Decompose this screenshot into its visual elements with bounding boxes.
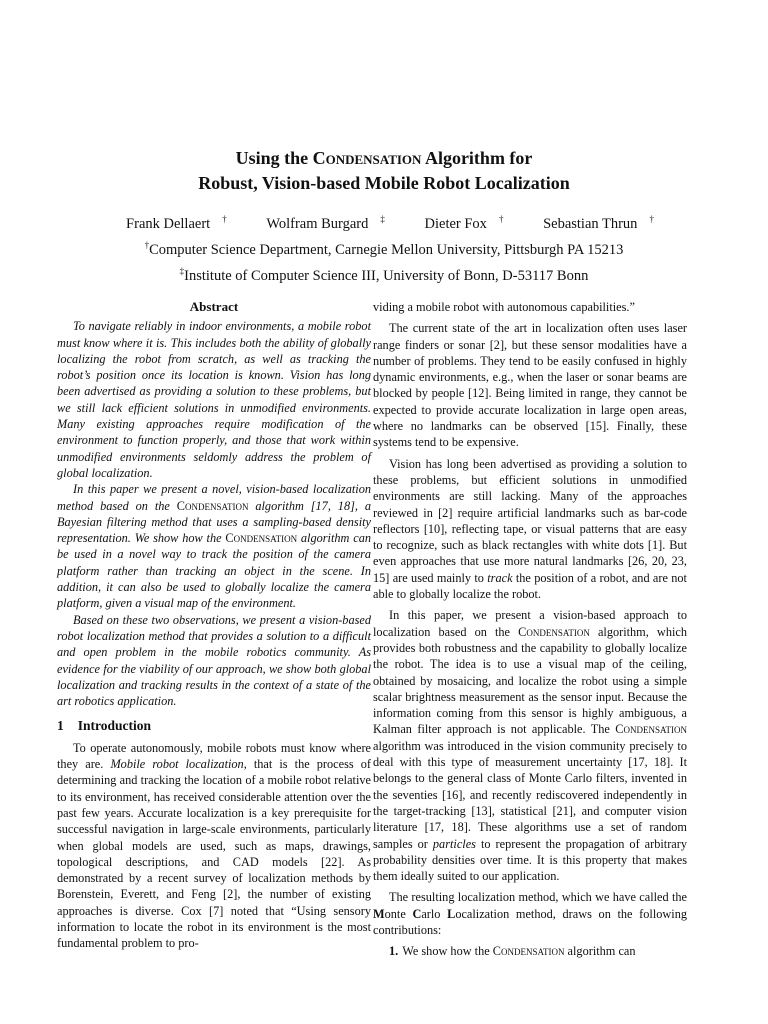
abstract-paragraph-1: To navigate reliably in indoor environments, a mobile robot must know where it is. This includes both the ability of globally localizing the robot from scratch, as well as tracking the robot’s position once its location is known. Vision has long been advertised as providing a solution to these problems, but we still lack efficient solutions in unmodified environments. Many existing approaches require modification of the environment to function properly, and those that work within unmodified environments seldomly address the problem of global localization.	[57, 319, 371, 480]
right-column	[373, 299, 687, 965]
author-burgard: Wolfram Burgard ‡	[266, 214, 385, 232]
paper-title	[0, 146, 768, 196]
title-line-1: Using the Condensation Algorithm for	[235, 148, 533, 168]
section-heading-introduction: 1 Introduction	[57, 718, 152, 734]
intro-continuation: viding a mobile robot with autonomous capabilities.”	[373, 300, 635, 314]
author-fox: Dieter Fox †	[424, 214, 504, 232]
abstract-paragraph-3: Based on these two observations, we present a vision-based robot localization method that provides a solution to a difficult and open problem in the mobile robotics community. As evidence for the viability of our approach, we show both global localization and tracking results in the context of a state of the art robotics application.	[57, 612, 371, 709]
authors-block	[0, 209, 768, 286]
contribution-item-1: 1. We show how the Condensation algorithm can	[389, 944, 636, 959]
affiliation-cmu: †Computer Science Department, Carnegie Mellon University, Pittsburgh PA 15213	[144, 239, 624, 258]
title-line-2: Robust, Vision-based Mobile Robot Localization	[198, 173, 570, 193]
title-condensation: Condensation	[312, 148, 422, 168]
abstract-heading: Abstract	[189, 299, 239, 314]
left-column	[57, 299, 371, 952]
abstract-paragraph-2: In this paper we present a novel, vision-based localization method based on the Condensation algorithm [17, 18], a Bayesian filtering method that uses a sampling-based density representation. We show how the Condensation algorithm can be used in a novel way to track the position of the camera platform rather than tracking an object in the scene. In addition, it can also be used to globally localize the camera platform, given a visual map of the environment.	[57, 482, 371, 611]
intro-paragraph-4: In this paper, we present a vision-based approach to localization based on the Condensation algorithm, which provides both robustness and the capability to globally localize the robot. The idea is to use a visual map of the ceiling, obtained by mosaicing, and localize the robot using a simple scalar brightness measurement as the sensor input. Because the information coming from this sensor is highly ambiguous, a Kalman filter approach is not applicable. The Condensation algorithm was introduced in the vision community precisely to deal with this type of measurement uncertainty [17, 18]. It belongs to the general class of Monte Carlo filters, invented in the seventies [16], and recently rediscovered independently in the target-tracking [13], statistical [21], and computer vision literature [17, 18]. These algorithms use a set of random samples or particles to represent the propagation of arbitrary probability densities over time. It is this property that makes them ideally suited to our application.	[373, 608, 688, 884]
intro-paragraph-1: To operate autonomously, mobile robots must know where they are. Mobile robot localization, that is the process of determining and tracking the location of a mobile robot relative to its environment, has received considerable attention over the past few years. Accurate localization is a key prerequisite for successful navigation in large-scale environments, particularly when global models are used, such as maps, drawings, topological descriptions, and CAD models [22]. As demonstrated by a recent survey of localization methods by Borenstein, Everett, and Feng [2], the number of existing approaches is diverse. Cox [7] noted that “Using sensory information to locate the robot in its environment is the most fundamental problem to pro-	[57, 740, 371, 951]
author-thrun: Sebastian Thrun †	[543, 214, 654, 232]
author-dellaert: Frank Dellaert †	[126, 214, 227, 232]
intro-paragraph-3: Vision has long been advertised as providing a solution to these problems, but efficient solutions in unmodified environments are still lacking. Many of the approaches reviewed in [2] require artificial landmarks such as bar-code reflectors [10], reflecting tape, or visual patterns that are easy to recognize, such as black rectangles with white dots [1]. But even approaches that use more natural landmarks [26, 20, 23, 15] are used mainly to track the position of a robot, and are not able to globally localize the robot.	[373, 456, 687, 602]
intro-paragraph-5: The resulting localization method, which we have called the Monte Carlo Localization method, draws on the following contributions:	[373, 890, 687, 937]
intro-paragraph-2: The current state of the art in localization often uses laser range finders or sonar [2], but these sensor modalities have a number of problems. They tend to be easily confused in highly dynamic environments, e.g., when the laser or sonar beams are blocked by people [12]. Being limited in range, they cannot be expected to provide accurate localization in large open areas, where no landmarks can be observed [15]. Finally, these systems tend to be expensive.	[373, 321, 687, 450]
affiliation-bonn: ‡Institute of Computer Science III, University of Bonn, D-53117 Bonn	[179, 265, 589, 284]
author-names	[0, 209, 768, 235]
abstract-section	[57, 299, 371, 709]
